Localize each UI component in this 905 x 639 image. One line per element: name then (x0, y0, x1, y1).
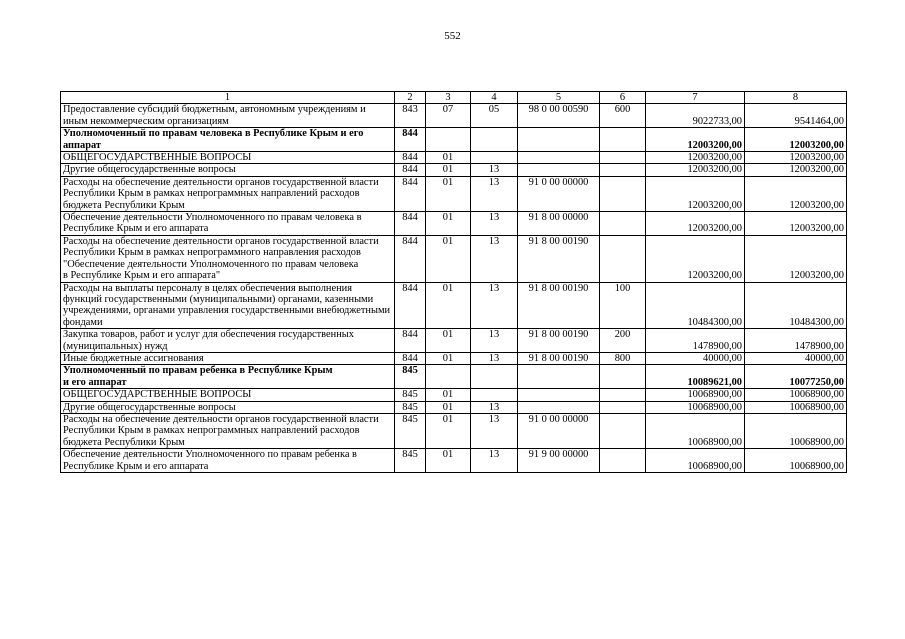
ministry-code-cell: 844 (395, 164, 426, 176)
amount-year-1-cell: 10068900,00 (646, 413, 745, 448)
amount-year-2-cell: 12003200,00 (745, 152, 847, 164)
ministry-code-cell: 844 (395, 235, 426, 282)
amount-year-2-cell: 10068900,00 (745, 449, 847, 473)
table-row (61, 282, 847, 329)
subsection-code-cell: 13 (471, 235, 518, 282)
amount-year-2-cell: 12003200,00 (745, 176, 847, 211)
expense-type-cell (600, 176, 646, 211)
target-article-cell (518, 164, 600, 176)
amount-year-2-cell: 10077250,00 (745, 365, 847, 389)
section-code-cell: 01 (426, 235, 471, 282)
target-article-cell: 91 8 00 00190 (518, 329, 600, 353)
section-code-cell (426, 128, 471, 152)
amount-year-1-cell: 9022733,00 (646, 104, 745, 128)
amount-year-1-cell: 10068900,00 (646, 401, 745, 413)
section-code-cell (426, 365, 471, 389)
subsection-code-cell: 13 (471, 413, 518, 448)
row-name-cell: Закупка товаров, работ и услуг для обеспечения государственных (муниципальных) нужд (61, 329, 395, 353)
table-row (61, 365, 847, 389)
table-row (61, 329, 847, 353)
subsection-code-cell (471, 152, 518, 164)
ministry-code-cell: 844 (395, 352, 426, 364)
ministry-code-cell: 845 (395, 365, 426, 389)
amount-year-1-cell: 12003200,00 (646, 152, 745, 164)
page-number: 552 (444, 30, 461, 42)
target-article-cell: 91 0 00 00000 (518, 413, 600, 448)
row-name-cell: Обеспечение деятельности Уполномоченного по правам человека в Республике Крым и его аппарата (61, 212, 395, 236)
expense-type-cell (600, 212, 646, 236)
section-code-cell: 01 (426, 152, 471, 164)
table-row (61, 389, 847, 401)
table-header-row (61, 92, 847, 104)
target-article-cell (518, 128, 600, 152)
section-code-cell: 01 (426, 282, 471, 329)
table-row (61, 352, 847, 364)
section-code-cell: 01 (426, 329, 471, 353)
table-row (61, 152, 847, 164)
target-article-cell: 91 8 00 00000 (518, 212, 600, 236)
table-row (61, 413, 847, 448)
expense-type-cell (600, 152, 646, 164)
section-code-cell: 01 (426, 389, 471, 401)
target-article-cell: 91 8 00 00190 (518, 352, 600, 364)
section-code-cell: 01 (426, 413, 471, 448)
ministry-code-cell: 844 (395, 176, 426, 211)
column-header: 8 (745, 92, 847, 104)
ministry-code-cell: 845 (395, 389, 426, 401)
subsection-code-cell: 13 (471, 449, 518, 473)
subsection-code-cell: 13 (471, 282, 518, 329)
section-code-cell: 01 (426, 401, 471, 413)
row-name-cell: Предоставление субсидий бюджетным, автономным учреждениям и иным некоммерческим организациям (61, 104, 395, 128)
table-row (61, 235, 847, 282)
amount-year-1-cell: 1478900,00 (646, 329, 745, 353)
table-row (61, 128, 847, 152)
target-article-cell: 91 0 00 00000 (518, 176, 600, 211)
column-header: 6 (600, 92, 646, 104)
row-name-cell: Другие общегосударственные вопросы (61, 164, 395, 176)
subsection-code-cell (471, 128, 518, 152)
amount-year-2-cell: 12003200,00 (745, 235, 847, 282)
section-code-cell: 01 (426, 449, 471, 473)
amount-year-2-cell: 1478900,00 (745, 329, 847, 353)
table-row (61, 401, 847, 413)
ministry-code-cell: 844 (395, 128, 426, 152)
subsection-code-cell: 13 (471, 401, 518, 413)
amount-year-1-cell: 10089621,00 (646, 365, 745, 389)
row-name-cell: Расходы на обеспечение деятельности органов государственной власти Республики Крым в рамках непрограммного направления расходов "Обеспечение деятельности Уполномоченного по правам человека в Республике Крым и его аппарата" (61, 235, 395, 282)
expense-type-cell (600, 449, 646, 473)
target-article-cell: 91 9 00 00000 (518, 449, 600, 473)
table-row (61, 164, 847, 176)
amount-year-2-cell: 10068900,00 (745, 413, 847, 448)
ministry-code-cell: 845 (395, 401, 426, 413)
subsection-code-cell (471, 365, 518, 389)
column-header: 3 (426, 92, 471, 104)
row-name-cell: ОБЩЕГОСУДАРСТВЕННЫЕ ВОПРОСЫ (61, 389, 395, 401)
amount-year-2-cell: 10068900,00 (745, 389, 847, 401)
row-name-cell: ОБЩЕГОСУДАРСТВЕННЫЕ ВОПРОСЫ (61, 152, 395, 164)
expense-type-cell (600, 401, 646, 413)
amount-year-1-cell: 12003200,00 (646, 164, 745, 176)
subsection-code-cell: 13 (471, 329, 518, 353)
row-name-cell: Другие общегосударственные вопросы (61, 401, 395, 413)
amount-year-2-cell: 12003200,00 (745, 128, 847, 152)
amount-year-2-cell: 9541464,00 (745, 104, 847, 128)
table-row (61, 176, 847, 211)
amount-year-1-cell: 10068900,00 (646, 449, 745, 473)
column-header: 1 (61, 92, 395, 104)
ministry-code-cell: 844 (395, 329, 426, 353)
amount-year-1-cell: 10068900,00 (646, 389, 745, 401)
amount-year-2-cell: 10484300,00 (745, 282, 847, 329)
subsection-code-cell: 13 (471, 176, 518, 211)
budget-table (60, 91, 847, 473)
expense-type-cell (600, 389, 646, 401)
row-name-cell: Расходы на выплаты персоналу в целях обеспечения выполнения функций государственными (муниципальными) органами, казенными учреждениями, органами управления государственными внебюджетными фондами (61, 282, 395, 329)
amount-year-2-cell: 12003200,00 (745, 212, 847, 236)
expense-type-cell (600, 365, 646, 389)
amount-year-1-cell: 40000,00 (646, 352, 745, 364)
target-article-cell: 91 8 00 00190 (518, 235, 600, 282)
row-name-cell: Уполномоченный по правам ребенка в Республике Крым и его аппарат (61, 365, 395, 389)
section-code-cell: 07 (426, 104, 471, 128)
ministry-code-cell: 845 (395, 413, 426, 448)
subsection-code-cell: 13 (471, 352, 518, 364)
row-name-cell: Уполномоченный по правам человека в Республике Крым и его аппарат (61, 128, 395, 152)
ministry-code-cell: 844 (395, 212, 426, 236)
amount-year-2-cell: 40000,00 (745, 352, 847, 364)
table-row (61, 449, 847, 473)
section-code-cell: 01 (426, 164, 471, 176)
subsection-code-cell: 05 (471, 104, 518, 128)
target-article-cell (518, 152, 600, 164)
row-name-cell: Иные бюджетные ассигнования (61, 352, 395, 364)
amount-year-1-cell: 12003200,00 (646, 235, 745, 282)
row-name-cell: Расходы на обеспечение деятельности органов государственной власти Республики Крым в рамках непрограммных направлений расходов бюджета Республики Крым (61, 176, 395, 211)
row-name-cell: Расходы на обеспечение деятельности органов государственной власти Республики Крым в рамках непрограммных направлений расходов бюджета Республики Крым (61, 413, 395, 448)
target-article-cell (518, 365, 600, 389)
subsection-code-cell: 13 (471, 164, 518, 176)
expense-type-cell: 100 (600, 282, 646, 329)
ministry-code-cell: 845 (395, 449, 426, 473)
table-row (61, 104, 847, 128)
section-code-cell: 01 (426, 352, 471, 364)
ministry-code-cell: 844 (395, 152, 426, 164)
row-name-cell: Обеспечение деятельности Уполномоченного по правам ребенка в Республике Крым и его аппарата (61, 449, 395, 473)
subsection-code-cell (471, 389, 518, 401)
table-row (61, 212, 847, 236)
target-article-cell: 91 8 00 00190 (518, 282, 600, 329)
expense-type-cell (600, 413, 646, 448)
column-header: 5 (518, 92, 600, 104)
section-code-cell: 01 (426, 212, 471, 236)
column-header: 4 (471, 92, 518, 104)
amount-year-1-cell: 12003200,00 (646, 212, 745, 236)
amount-year-1-cell: 12003200,00 (646, 128, 745, 152)
amount-year-2-cell: 10068900,00 (745, 401, 847, 413)
amount-year-2-cell: 12003200,00 (745, 164, 847, 176)
expense-type-cell (600, 164, 646, 176)
expense-type-cell: 600 (600, 104, 646, 128)
amount-year-1-cell: 12003200,00 (646, 176, 745, 211)
expense-type-cell: 800 (600, 352, 646, 364)
section-code-cell: 01 (426, 176, 471, 211)
column-header: 7 (646, 92, 745, 104)
expense-type-cell: 200 (600, 329, 646, 353)
column-header: 2 (395, 92, 426, 104)
subsection-code-cell: 13 (471, 212, 518, 236)
ministry-code-cell: 843 (395, 104, 426, 128)
target-article-cell: 98 0 00 00590 (518, 104, 600, 128)
target-article-cell (518, 389, 600, 401)
amount-year-1-cell: 10484300,00 (646, 282, 745, 329)
expense-type-cell (600, 235, 646, 282)
ministry-code-cell: 844 (395, 282, 426, 329)
target-article-cell (518, 401, 600, 413)
expense-type-cell (600, 128, 646, 152)
